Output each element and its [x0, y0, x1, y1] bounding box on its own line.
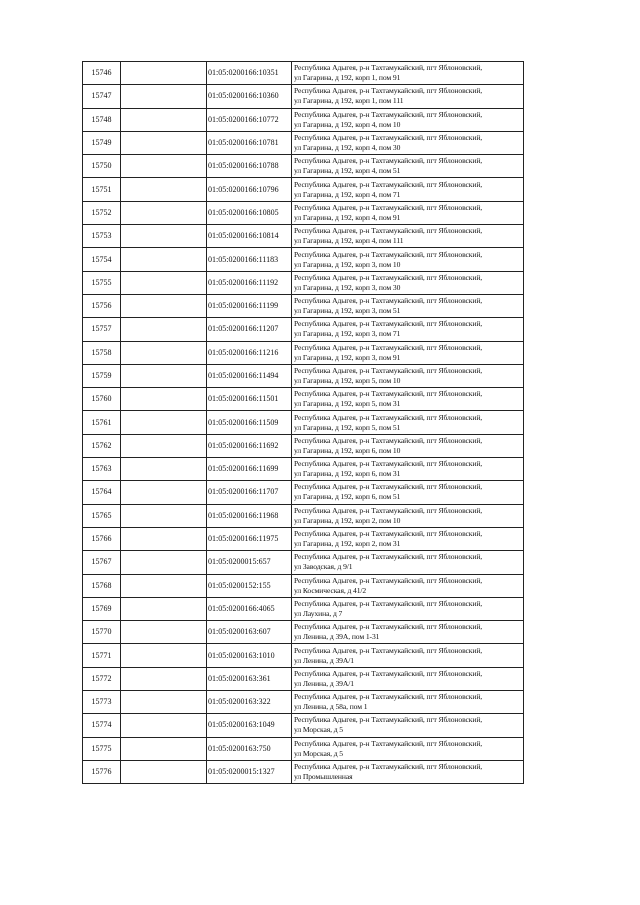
cadastral-number-cell: 01:05:0200166:10351 [207, 62, 292, 85]
row-number-cell: 15772 [83, 667, 121, 690]
address-line-1: Республика Адыгея, р-н Тахтамукайский, пгт Яблоновский, [294, 179, 483, 189]
address-line-2: ул Ленина, д 39А/1 [294, 655, 354, 665]
address-cell [292, 62, 524, 85]
empty-cell [121, 597, 207, 620]
empty-cell [121, 108, 207, 131]
table-row [83, 248, 524, 271]
empty-cell [121, 481, 207, 504]
row-number-cell: 15769 [83, 597, 121, 620]
row-number-cell: 15775 [83, 737, 121, 760]
row-number-cell: 15752 [83, 201, 121, 224]
registry-table-body [83, 62, 524, 784]
address-cell [292, 388, 524, 411]
registry-table [82, 61, 524, 784]
row-number-cell: 15763 [83, 458, 121, 481]
empty-cell [121, 155, 207, 178]
address-line-2: ул Морская, д 5 [294, 725, 343, 735]
address-line-2: ул Гагарина, д 192, корп 3, пом 30 [294, 282, 401, 292]
address-line-2: ул Промышленная [294, 772, 353, 782]
address-cell [292, 714, 524, 737]
empty-cell [121, 341, 207, 364]
table-row [83, 62, 524, 85]
row-number-cell: 15771 [83, 644, 121, 667]
address-line-1: Республика Адыгея, р-н Тахтамукайский, пгт Яблоновский, [294, 435, 483, 445]
address-cell [292, 294, 524, 317]
address-line-2: ул Гагарина, д 192, корп 3, пом 10 [294, 259, 401, 269]
row-number-cell: 15766 [83, 527, 121, 550]
row-number-cell: 15768 [83, 574, 121, 597]
cadastral-number-cell: 01:05:0200163:361 [207, 667, 292, 690]
row-number-cell: 15760 [83, 388, 121, 411]
table-row [83, 574, 524, 597]
table-row [83, 504, 524, 527]
empty-cell [121, 458, 207, 481]
table-row [83, 318, 524, 341]
table-row [83, 388, 524, 411]
row-number-cell: 15753 [83, 225, 121, 248]
address-cell [292, 481, 524, 504]
empty-cell [121, 411, 207, 434]
table-row [83, 294, 524, 317]
address-line-2: ул Гагарина, д 192, корп 6, пом 31 [294, 469, 401, 479]
address-cell [292, 760, 524, 783]
cadastral-number-cell: 01:05:0200163:750 [207, 737, 292, 760]
address-line-2: ул Гагарина, д 192, корп 3, пом 71 [294, 329, 401, 339]
table-row [83, 667, 524, 690]
cadastral-number-cell: 01:05:0200166:10814 [207, 225, 292, 248]
address-line-1: Республика Адыгея, р-н Тахтамукайский, пгт Яблоновский, [294, 715, 483, 725]
row-number-cell: 15767 [83, 551, 121, 574]
address-line-1: Республика Адыгея, р-н Тахтамукайский, пгт Яблоновский, [294, 342, 483, 352]
address-line-1: Республика Адыгея, р-н Тахтамукайский, пгт Яблоновский, [294, 249, 483, 259]
address-line-1: Республика Адыгея, р-н Тахтамукайский, пгт Яблоновский, [294, 156, 483, 166]
empty-cell [121, 201, 207, 224]
address-line-2: ул Гагарина, д 192, корп 4, пом 10 [294, 119, 401, 129]
cadastral-number-cell: 01:05:0200166:11183 [207, 248, 292, 271]
table-row [83, 737, 524, 760]
row-number-cell: 15746 [83, 62, 121, 85]
address-line-2: ул Морская, д 5 [294, 748, 343, 758]
address-line-1: Республика Адыгея, р-н Тахтамукайский, пгт Яблоновский, [294, 529, 483, 539]
table-row [83, 760, 524, 783]
table-row [83, 364, 524, 387]
address-line-2: ул Гагарина, д 192, корп 6, пом 51 [294, 492, 401, 502]
address-line-1: Республика Адыгея, р-н Тахтамукайский, пгт Яблоновский, [294, 505, 483, 515]
empty-cell [121, 271, 207, 294]
table-row [83, 225, 524, 248]
cadastral-number-cell: 01:05:0200015:657 [207, 551, 292, 574]
address-line-2: ул Гагарина, д 192, корп 5, пом 31 [294, 399, 401, 409]
address-cell [292, 644, 524, 667]
address-cell [292, 131, 524, 154]
address-line-2: ул Гагарина, д 192, корп 4, пом 91 [294, 212, 401, 222]
address-line-2: ул Гагарина, д 192, корп 5, пом 51 [294, 422, 401, 432]
row-number-cell: 15774 [83, 714, 121, 737]
empty-cell [121, 434, 207, 457]
empty-cell [121, 644, 207, 667]
address-line-1: Республика Адыгея, р-н Тахтамукайский, пгт Яблоновский, [294, 575, 483, 585]
address-line-2: ул Гагарина, д 192, корп 5, пом 10 [294, 376, 401, 385]
cadastral-number-cell: 01:05:0200166:10360 [207, 85, 292, 108]
cadastral-number-cell: 01:05:0200166:11207 [207, 318, 292, 341]
address-line-1: Республика Адыгея, р-н Тахтамукайский, пгт Яблоновский, [294, 692, 483, 702]
row-number-cell: 15750 [83, 155, 121, 178]
cadastral-number-cell: 01:05:0200163:1010 [207, 644, 292, 667]
address-line-1: Республика Адыгея, р-н Тахтамукайский, пгт Яблоновский, [294, 272, 483, 282]
row-number-cell: 15776 [83, 760, 121, 783]
address-line-1: Республика Адыгея, р-н Тахтамукайский, пгт Яблоновский, [294, 412, 483, 422]
cadastral-number-cell: 01:05:0200015:1327 [207, 760, 292, 783]
cadastral-number-cell: 01:05:0200166:11494 [207, 364, 292, 387]
row-number-cell: 15747 [83, 85, 121, 108]
address-cell [292, 504, 524, 527]
empty-cell [121, 178, 207, 201]
address-line-1: Республика Адыгея, р-н Тахтамукайский, пгт Яблоновский, [294, 389, 483, 399]
address-line-1: Республика Адыгея, р-н Тахтамукайский, пгт Яблоновский, [294, 86, 483, 96]
row-number-cell: 15773 [83, 691, 121, 714]
address-line-2: ул Заводская, д 9/1 [294, 562, 353, 572]
address-line-2: ул Космическая, д 41/2 [294, 585, 367, 595]
empty-cell [121, 504, 207, 527]
empty-cell [121, 667, 207, 690]
address-cell [292, 155, 524, 178]
address-line-2: ул Гагарина, д 192, корп 1, пом 111 [294, 96, 404, 106]
empty-cell [121, 225, 207, 248]
address-line-2: ул Ленина, д 39А, пом 1-31 [294, 632, 380, 642]
empty-cell [121, 131, 207, 154]
address-line-1: Республика Адыгея, р-н Тахтамукайский, пгт Яблоновский, [294, 63, 483, 73]
address-line-2: ул Гагарина, д 192, корп 4, пом 30 [294, 143, 401, 153]
cadastral-number-cell: 01:05:0200166:11968 [207, 504, 292, 527]
address-cell [292, 621, 524, 644]
address-cell [292, 318, 524, 341]
address-cell [292, 201, 524, 224]
empty-cell [121, 714, 207, 737]
address-line-2: ул Гагарина, д 192, корп 6, пом 10 [294, 445, 401, 455]
row-number-cell: 15758 [83, 341, 121, 364]
cadastral-number-cell: 01:05:0200166:10805 [207, 201, 292, 224]
row-number-cell: 15759 [83, 364, 121, 387]
cadastral-number-cell: 01:05:0200166:4065 [207, 597, 292, 620]
address-cell [292, 108, 524, 131]
row-number-cell: 15755 [83, 271, 121, 294]
address-line-2: ул Гагарина, д 192, корп 1, пом 91 [294, 73, 401, 83]
table-row [83, 691, 524, 714]
row-number-cell: 15770 [83, 621, 121, 644]
table-row [83, 597, 524, 620]
row-number-cell: 15749 [83, 131, 121, 154]
cadastral-number-cell: 01:05:0200163:1049 [207, 714, 292, 737]
empty-cell [121, 621, 207, 644]
row-number-cell: 15761 [83, 411, 121, 434]
table-row [83, 714, 524, 737]
address-cell [292, 458, 524, 481]
address-line-2: ул Гагарина, д 192, корп 4, пом 51 [294, 166, 401, 176]
cadastral-number-cell: 01:05:0200166:11192 [207, 271, 292, 294]
cadastral-number-cell: 01:05:0200163:322 [207, 691, 292, 714]
address-cell [292, 271, 524, 294]
table-row [83, 341, 524, 364]
address-cell [292, 248, 524, 271]
table-row [83, 201, 524, 224]
table-row [83, 644, 524, 667]
address-cell [292, 597, 524, 620]
address-cell [292, 551, 524, 574]
cadastral-number-cell: 01:05:0200166:10796 [207, 178, 292, 201]
table-row [83, 131, 524, 154]
cadastral-number-cell: 01:05:0200166:11501 [207, 388, 292, 411]
address-line-2: ул Ленина, д 58а, пом 1 [294, 702, 368, 712]
address-line-1: Республика Адыгея, р-н Тахтамукайский, пгт Яблоновский, [294, 738, 483, 748]
address-line-1: Республика Адыгея, р-н Тахтамукайский, пгт Яблоновский, [294, 645, 483, 655]
address-line-2: ул Гагарина, д 192, корп 3, пом 51 [294, 306, 401, 316]
empty-cell [121, 364, 207, 387]
address-cell [292, 178, 524, 201]
table-row [83, 85, 524, 108]
empty-cell [121, 388, 207, 411]
address-line-1: Республика Адыгея, р-н Тахтамукайский, пгт Яблоновский, [294, 598, 483, 608]
table-row [83, 458, 524, 481]
empty-cell [121, 760, 207, 783]
address-cell [292, 667, 524, 690]
table-row [83, 481, 524, 504]
address-line-1: Республика Адыгея, р-н Тахтамукайский, пгт Яблоновский, [294, 459, 483, 469]
address-line-2: ул Ленина, д 39А/1 [294, 678, 354, 688]
address-cell [292, 85, 524, 108]
empty-cell [121, 527, 207, 550]
cadastral-number-cell: 01:05:0200166:11707 [207, 481, 292, 504]
empty-cell [121, 551, 207, 574]
row-number-cell: 15765 [83, 504, 121, 527]
table-row [83, 434, 524, 457]
empty-cell [121, 691, 207, 714]
empty-cell [121, 248, 207, 271]
row-number-cell: 15751 [83, 178, 121, 201]
address-line-1: Республика Адыгея, р-н Тахтамукайский, пгт Яблоновский, [294, 226, 483, 236]
row-number-cell: 15754 [83, 248, 121, 271]
cadastral-number-cell: 01:05:0200166:11692 [207, 434, 292, 457]
address-cell [292, 691, 524, 714]
address-cell [292, 341, 524, 364]
address-line-2: ул Гагарина, д 192, корп 2, пом 31 [294, 539, 401, 549]
cadastral-number-cell: 01:05:0200166:11199 [207, 294, 292, 317]
address-line-1: Республика Адыгея, р-н Тахтамукайский, пгт Яблоновский, [294, 482, 483, 492]
address-line-1: Республика Адыгея, р-н Тахтамукайский, пгт Яблоновский, [294, 319, 483, 329]
cadastral-number-cell: 01:05:0200163:607 [207, 621, 292, 644]
address-line-2: ул Гагарина, д 192, корп 4, пом 71 [294, 189, 401, 199]
address-line-1: Республика Адыгея, р-н Тахтамукайский, пгт Яблоновский, [294, 133, 483, 143]
empty-cell [121, 574, 207, 597]
address-line-1: Республика Адыгея, р-н Тахтамукайский, пгт Яблоновский, [294, 296, 483, 306]
address-line-2: ул Лаухина, д 7 [294, 608, 343, 618]
cadastral-number-cell: 01:05:0200166:11509 [207, 411, 292, 434]
row-number-cell: 15762 [83, 434, 121, 457]
address-cell [292, 411, 524, 434]
empty-cell [121, 294, 207, 317]
table-row [83, 551, 524, 574]
cadastral-number-cell: 01:05:0200152:155 [207, 574, 292, 597]
row-number-cell: 15757 [83, 318, 121, 341]
table-row [83, 527, 524, 550]
address-line-1: Республика Адыгея, р-н Тахтамукайский, пгт Яблоновский, [294, 366, 483, 375]
address-line-1: Республика Адыгея, р-н Тахтамукайский, пгт Яблоновский, [294, 668, 483, 678]
address-line-1: Республика Адыгея, р-н Тахтамукайский, пгт Яблоновский, [294, 109, 483, 119]
address-line-1: Республика Адыгея, р-н Тахтамукайский, пгт Яблоновский, [294, 622, 483, 632]
address-cell [292, 574, 524, 597]
address-cell [292, 737, 524, 760]
address-line-1: Республика Адыгея, р-н Тахтамукайский, пгт Яблоновский, [294, 762, 483, 772]
empty-cell [121, 737, 207, 760]
row-number-cell: 15764 [83, 481, 121, 504]
cadastral-number-cell: 01:05:0200166:11975 [207, 527, 292, 550]
table-row [83, 271, 524, 294]
empty-cell [121, 318, 207, 341]
cadastral-number-cell: 01:05:0200166:10781 [207, 131, 292, 154]
empty-cell [121, 85, 207, 108]
address-line-1: Республика Адыгея, р-н Тахтамукайский, пгт Яблоновский, [294, 202, 483, 212]
row-number-cell: 15748 [83, 108, 121, 131]
cadastral-number-cell: 01:05:0200166:10788 [207, 155, 292, 178]
table-row [83, 621, 524, 644]
address-line-2: ул Гагарина, д 192, корп 4, пом 111 [294, 236, 404, 246]
empty-cell [121, 62, 207, 85]
cadastral-number-cell: 01:05:0200166:11216 [207, 341, 292, 364]
address-cell [292, 434, 524, 457]
address-line-2: ул Гагарина, д 192, корп 2, пом 10 [294, 515, 401, 525]
cadastral-number-cell: 01:05:0200166:11699 [207, 458, 292, 481]
address-line-2: ул Гагарина, д 192, корп 3, пом 91 [294, 352, 401, 362]
address-line-1: Республика Адыгея, р-н Тахтамукайский, пгт Яблоновский, [294, 552, 483, 562]
row-number-cell: 15756 [83, 294, 121, 317]
table-row [83, 178, 524, 201]
address-cell [292, 225, 524, 248]
table-row [83, 411, 524, 434]
address-cell [292, 364, 524, 387]
table-row [83, 155, 524, 178]
cadastral-number-cell: 01:05:0200166:10772 [207, 108, 292, 131]
address-cell [292, 527, 524, 550]
table-row [83, 108, 524, 131]
